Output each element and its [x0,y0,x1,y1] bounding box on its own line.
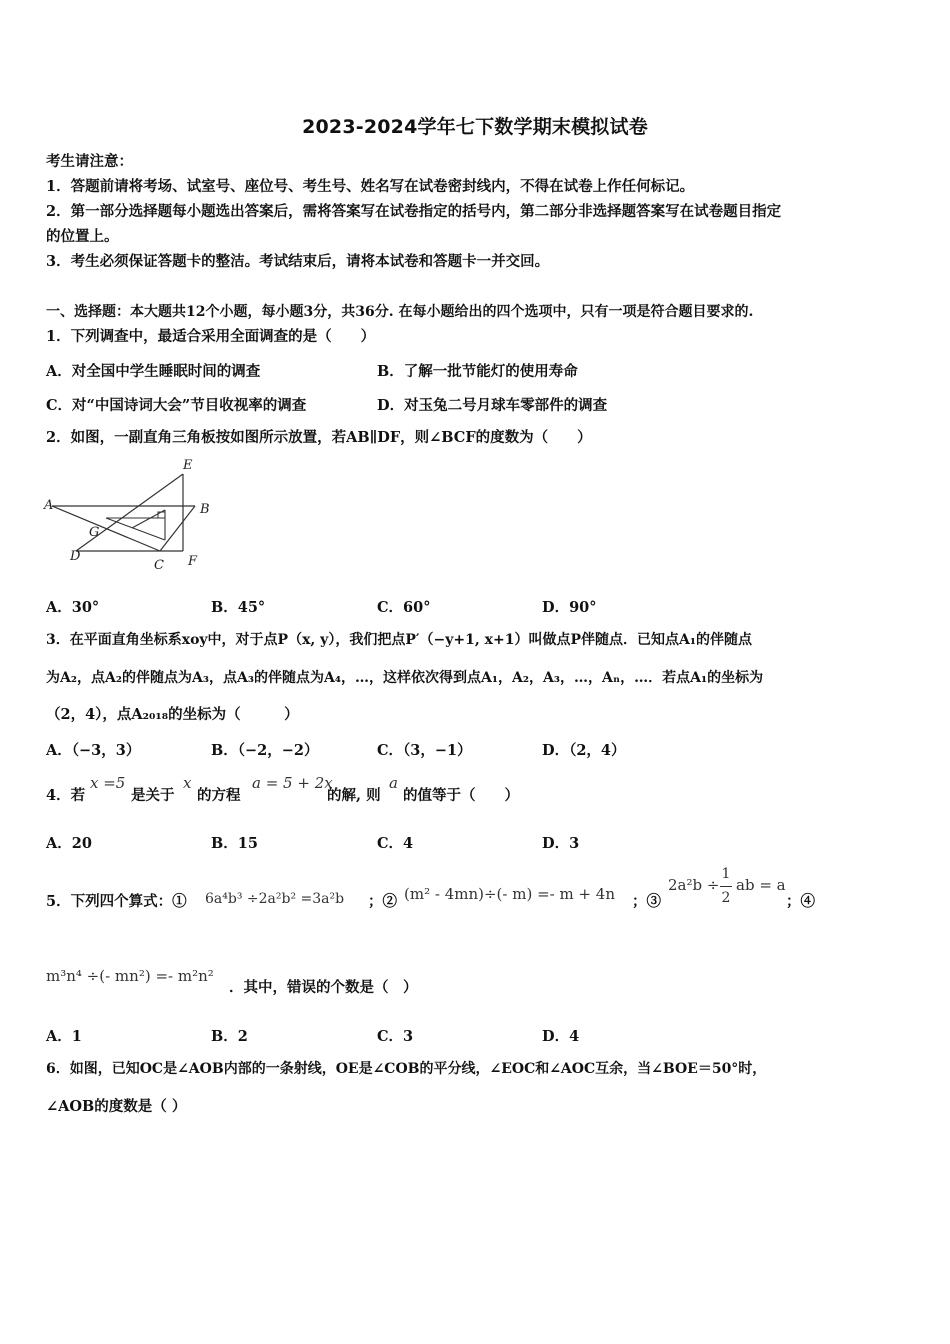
q3-option-b: B．（−2，−2） [211,742,319,759]
q3-option-d: D．（2，4） [542,742,626,759]
label-d: D [70,549,81,564]
q5-p2: ；② [368,893,397,910]
q3-line-2: 为A₂，点A₂的伴随点为A₃，点A₃的伴随点为A₄，…，这样依次得到点A₁，A₂，A₃，…，Aₙ，…．若点A₁的坐标为 [46,670,764,686]
label-f: F [188,554,198,569]
q5-p1: 5．下列四个算式：① [46,893,187,910]
q5-p3: ；③ [632,893,661,910]
label-g: G [89,525,100,540]
q4-p4: 的解, 则 [327,787,381,804]
q2-option-b: B．45° [211,599,266,616]
q5-p5: ．其中，错误的个数是（ ） [229,979,418,996]
notice-item-1: 1．答题前请将考场、试室号、座位号、考生号、姓名写在试卷密封线内，不得在试卷上作任何标记。 [46,178,695,195]
line-ac [52,506,160,551]
q1-option-b: B．了解一批节能灯的使用寿命 [377,363,578,380]
q5-expr-3b: ab = a [736,876,786,894]
q5-p4: ；④ [786,893,815,910]
q6-line-1: 6．如图，已知OC是∠AOB内部的一条射线，OE是∠COB的平分线，∠EOC和∠AOC互余，当∠BOE＝50°时， [46,1061,767,1077]
q5-frac-num: 1 [721,866,731,882]
inner-cross [132,510,165,528]
notice-heading: 考生请注意： [46,153,133,170]
q4-option-c: C．4 [377,835,414,852]
page-title: 2023-2024学年七下数学期末模拟试卷 [302,116,648,138]
label-a: A [44,498,54,513]
q3-option-c: C．（3，−1） [377,742,472,759]
q1-option-a: A．对全国中学生睡眠时间的调查 [46,363,261,380]
q4-option-a: A．20 [46,835,92,852]
section-heading: 一、选择题：本大题共12个小题，每小题3分，共36分. 在每小题给出的四个选项中，只有一项是符合题目要求的. [46,304,754,320]
q5-expr-1: 6a⁴b³ ÷2a²b² =3a²b [205,891,345,907]
q2-option-a: A．30° [46,599,100,616]
label-c: C [154,558,164,573]
q4-p3: 的方程 [197,787,241,804]
q1-option-d: D．对玉兔二号月球车零部件的调查 [377,397,608,414]
q3-option-a: A．（−3，3） [46,742,141,759]
q5-option-b: B．2 [211,1028,248,1045]
notice-item-2: 2．第一部分选择题每小题选出答案后，需将答案写在试卷指定的括号内，第二部分非选择题答案写在试卷题目指定 [46,203,782,220]
q3-line-1: 3．在平面直角坐标系xoy中，对于点P（x, y），我们把点P′（−y+1, x+1）叫做点P伴随点．已知点A₁的伴随点 [46,632,752,648]
q4-math-1: x =5 [90,774,126,792]
q5-expr-4: m³n⁴ ÷(- mn²) =- m²n² [46,967,214,985]
q5-expr-2: (m² - 4mn)÷(- m) =- m + 4n [404,885,616,903]
q5-option-c: C．3 [377,1028,414,1045]
q4-math-4: a [389,774,398,792]
q1-stem: 1．下列调查中，最适合采用全面调查的是（ ） [46,328,376,345]
q4-option-b: B．15 [211,835,258,852]
q2-option-c: C．60° [377,599,431,616]
q5-option-d: D．4 [542,1028,580,1045]
q3-line-3: （2，4），点A₂₀₁₈的坐标为（ ） [46,706,299,723]
q2-triangle-figure [40,452,230,577]
label-e: E [183,458,193,473]
q2-option-d: D．90° [542,599,597,616]
q5-option-a: A．1 [46,1028,82,1045]
label-b: B [200,502,210,517]
notice-item-2-cont: 的位置上。 [46,228,119,245]
q1-option-c: C．对“中国诗词大会”节目收视率的调查 [46,397,307,414]
q4-p5: 的值等于（ ） [403,787,519,804]
q5-expr-3a: 2a²b ÷ [668,876,720,894]
q4-math-2: x [183,774,192,792]
q5-frac-den: 2 [721,890,731,906]
q4-p2: 是关于 [131,787,175,804]
q4-math-3: a = 5 + 2x [252,774,333,792]
inner-hyp [106,518,165,540]
q4-option-d: D．3 [542,835,580,852]
q6-line-2: ∠AOB的度数是（ ） [46,1098,187,1115]
q5-frac-bar [720,886,732,887]
q2-stem: 2．如图，一副直角三角板按如图所示放置，若AB∥DF，则∠BCF的度数为（ ） [46,429,592,446]
notice-item-3: 3．考生必须保证答题卡的整洁。考试结束后，请将本试卷和答题卡一并交回。 [46,253,550,270]
q4-p1: 4．若 [46,787,86,804]
